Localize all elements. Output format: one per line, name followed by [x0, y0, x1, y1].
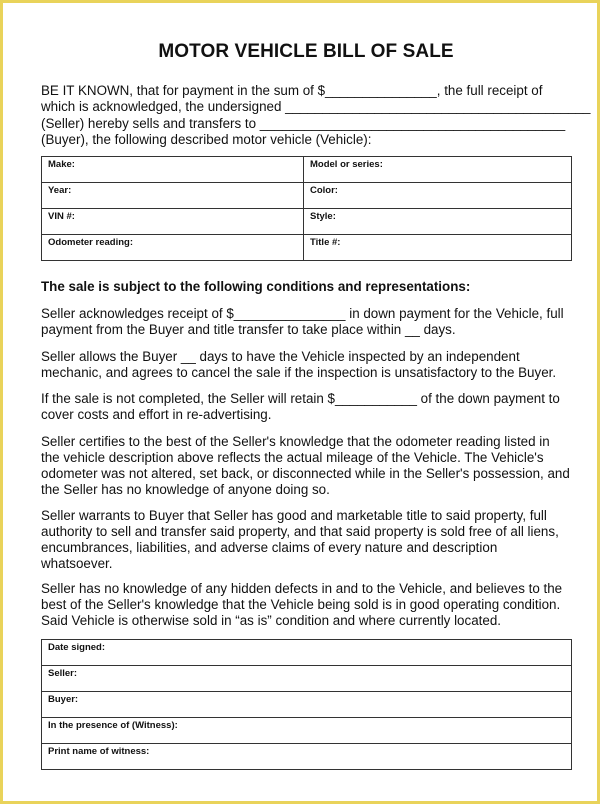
table-row — [42, 209, 572, 235]
color-field[interactable]: Color: — [304, 183, 572, 209]
intro-line: (Seller) hereby sells and transfers to _________________________________________ — [41, 115, 566, 131]
intro-line: BE IT KNOWN, that for payment in the sum of $_______________, the full receipt of — [41, 83, 543, 98]
table-row — [42, 157, 572, 183]
conditions-heading: The sale is subject to the following conditions and representations: — [41, 279, 471, 294]
odometer-field[interactable]: Odometer reading: — [42, 235, 304, 261]
table-row — [42, 640, 572, 666]
down-payment-paragraph: Seller acknowledges receipt of $_______________ in down payment for the Vehicle, full payment from the Buyer and title transfer to take place within __ days. — [41, 306, 564, 337]
intro-paragraph — [41, 83, 591, 149]
intro-line: (Buyer), the following described motor vehicle (Vehicle): — [41, 132, 372, 148]
make-field[interactable]: Make: — [42, 157, 304, 183]
signature-table — [41, 639, 572, 770]
table-row — [42, 235, 572, 261]
odometer-certification-paragraph: Seller certifies to the best of the Seller's knowledge that the odometer reading listed in the vehicle description above reflects the actual mileage of the Vehicle. The Vehicle's odometer was not altered, set back, or disconnected while in the Seller's possession, and the Seller has no knowledge of anyone doing so. — [41, 434, 570, 497]
seller-signature-field[interactable]: Seller: — [42, 666, 572, 692]
inspection-paragraph: Seller allows the Buyer __ days to have the Vehicle inspected by an independent mechanic, and agrees to cancel the sale if the inspection is unsatisfactory to the Buyer. — [41, 349, 557, 380]
intro-line: which is acknowledged, the undersigned _________________________________________ — [41, 99, 591, 115]
title-warranty-paragraph: Seller warrants to Buyer that Seller has good and marketable title to said property, full authority to sell and transfer said property, and that said property is sold free of all liens, encumbrances, liabilities, and adverse claims of every nature and description whatsoever. — [41, 508, 559, 571]
year-field[interactable]: Year: — [42, 183, 304, 209]
retention-paragraph: If the sale is not completed, the Seller will retain $___________ of the down payment to cover costs and effort in re-advertising. — [41, 391, 560, 422]
table-row — [42, 666, 572, 692]
date-signed-field[interactable]: Date signed: — [42, 640, 572, 666]
table-row — [42, 183, 572, 209]
style-field[interactable]: Style: — [304, 209, 572, 235]
table-row — [42, 744, 572, 770]
witness-signature-field[interactable]: In the presence of (Witness): — [42, 718, 572, 744]
vehicle-details-table — [41, 156, 572, 261]
witness-name-field[interactable]: Print name of witness: — [42, 744, 572, 770]
table-row — [42, 718, 572, 744]
title-number-field[interactable]: Title #: — [304, 235, 572, 261]
vin-field[interactable]: VIN #: — [42, 209, 304, 235]
table-row — [42, 692, 572, 718]
document-title: MOTOR VEHICLE BILL OF SALE — [158, 41, 454, 62]
defects-paragraph: Seller has no knowledge of any hidden defects in and to the Vehicle, and believes to the best of the Seller's knowledge that the Vehicle being sold is in good operating condition. Said Vehicle is otherwise sold in “as is” condition and where currently located. — [41, 581, 563, 628]
buyer-signature-field[interactable]: Buyer: — [42, 692, 572, 718]
model-field[interactable]: Model or series: — [304, 157, 572, 183]
